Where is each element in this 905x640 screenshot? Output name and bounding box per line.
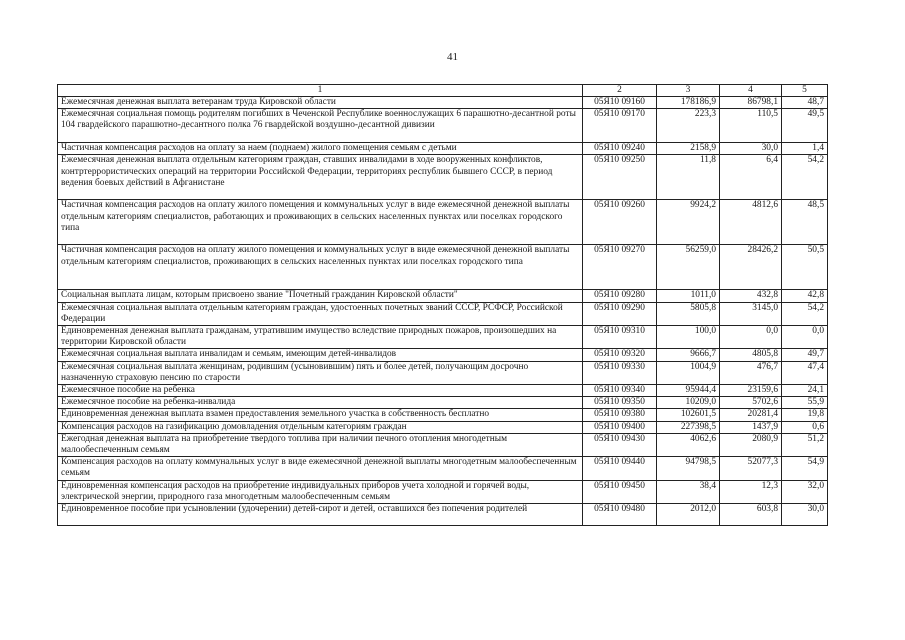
budget-code: 05Я10 09340: [583, 385, 657, 397]
table-row: [58, 290, 828, 302]
value-plan: 11,8: [657, 155, 720, 200]
value-percent: 54,2: [782, 155, 828, 200]
budget-code: 05Я10 09350: [583, 397, 657, 409]
row-description: Ежемесячное пособие на ребенка: [58, 385, 583, 397]
row-description: Единовременное пособие при усыновлении (удочерении) детей-сирот и детей, оставшихся без попечения родителей: [58, 504, 583, 526]
value-percent: 50,5: [782, 245, 828, 290]
table-row: [58, 143, 828, 155]
value-executed: 3145,0: [720, 302, 782, 325]
value-plan: 227398,5: [657, 421, 720, 433]
row-description: Компенсация расходов на оплату коммунальных услуг в виде ежемесячной денежной выплаты многодетным малообеспеченным семьям: [58, 457, 583, 480]
row-description: Единовременная денежная выплата гражданам, утратившим имущество вследствие природных пожаров, произошедших на территории Кировской области: [58, 326, 583, 349]
value-percent: 54,2: [782, 302, 828, 325]
value-executed: 23159,6: [720, 385, 782, 397]
value-percent: 19,8: [782, 409, 828, 421]
value-executed: 4805,8: [720, 349, 782, 361]
table-row: [58, 200, 828, 245]
row-description: Ежегодная денежная выплата на приобретение твердого топлива при наличии печного отопления многодетным малообеспеченным семьям: [58, 433, 583, 456]
value-executed: 432,8: [720, 290, 782, 302]
value-executed: 110,5: [720, 109, 782, 143]
budget-code: 05Я10 09280: [583, 290, 657, 302]
budget-code: 05Я10 09380: [583, 409, 657, 421]
value-executed: 2080,9: [720, 433, 782, 456]
value-plan: 102601,5: [657, 409, 720, 421]
value-executed: 1437,9: [720, 421, 782, 433]
table-row: [58, 97, 828, 109]
value-executed: 4812,6: [720, 200, 782, 245]
table-row: [58, 433, 828, 456]
value-executed: 5702,6: [720, 397, 782, 409]
row-description: Социальная выплата лицам, которым присвоено звание "Почетный гражданин Кировской области": [58, 290, 583, 302]
budget-code: 05Я10 09430: [583, 433, 657, 456]
value-plan: 56259,0: [657, 245, 720, 290]
budget-code: 05Я10 09260: [583, 200, 657, 245]
value-percent: 0,6: [782, 421, 828, 433]
value-executed: 86798,1: [720, 97, 782, 109]
value-executed: 28426,2: [720, 245, 782, 290]
table-row: [58, 155, 828, 200]
budget-code: 05Я10 09440: [583, 457, 657, 480]
table-header-row: [58, 85, 828, 97]
row-description: Ежемесячная социальная выплата женщинам, родившим (усыновившим) пять и более детей, получающим досрочно назначенную страховую пенсию по старости: [58, 361, 583, 384]
value-executed: 52077,3: [720, 457, 782, 480]
budget-table: [57, 84, 828, 526]
table-row: [58, 361, 828, 384]
row-description: Компенсация расходов на газификацию домовладения отдельным категориям граждан: [58, 421, 583, 433]
value-plan: 5805,8: [657, 302, 720, 325]
table-row: [58, 326, 828, 349]
value-percent: 0,0: [782, 326, 828, 349]
row-description: Единовременная денежная выплата взамен предоставления земельного участка в собственность бесплатно: [58, 409, 583, 421]
value-plan: 2158,9: [657, 143, 720, 155]
value-plan: 178186,9: [657, 97, 720, 109]
column-header: 3: [657, 85, 720, 97]
row-description: Ежемесячная социальная помощь родителям погибших в Чеченской Республике военнослужащих 6 парашютно-десантной роты 104 гвардейского парашютно-десантного полка 76 гвардейской воздушно-десантной дивизии: [58, 109, 583, 143]
row-description: Ежемесячная денежная выплата ветеранам труда Кировской области: [58, 97, 583, 109]
value-executed: 603,8: [720, 504, 782, 526]
budget-code: 05Я10 09270: [583, 245, 657, 290]
value-plan: 1004,9: [657, 361, 720, 384]
budget-code: 05Я10 09480: [583, 504, 657, 526]
row-description: Ежемесячное пособие на ребенка-инвалида: [58, 397, 583, 409]
row-description: Ежемесячная денежная выплата отдельным категориям граждан, ставших инвалидами в ходе вооруженных конфликтов, контртеррористических операций на территории Российской Федерации, территориях республик бывшего СССР, в период ведения боевых действий в Афганистане: [58, 155, 583, 200]
value-plan: 1011,0: [657, 290, 720, 302]
value-percent: 32,0: [782, 480, 828, 503]
value-plan: 4062,6: [657, 433, 720, 456]
table-row: [58, 409, 828, 421]
value-executed: 12,3: [720, 480, 782, 503]
row-description: Частичная компенсация расходов на оплату жилого помещения и коммунальных услуг в виде ежемесячной денежной выплаты отдельным категориям специалистов, проживающих в сельских населенных пунктах или поселках городского типа: [58, 245, 583, 290]
column-header: 4: [720, 85, 782, 97]
value-executed: 6,4: [720, 155, 782, 200]
value-percent: 48,7: [782, 97, 828, 109]
budget-code: 05Я10 09330: [583, 361, 657, 384]
value-executed: 0,0: [720, 326, 782, 349]
budget-code: 05Я10 09170: [583, 109, 657, 143]
value-plan: 94798,5: [657, 457, 720, 480]
table-row: [58, 109, 828, 143]
table-row: [58, 480, 828, 503]
value-percent: 30,0: [782, 504, 828, 526]
value-plan: 2012,0: [657, 504, 720, 526]
row-description: Частичная компенсация расходов на оплату жилого помещения и коммунальных услуг в виде ежемесячной денежной выплаты отдельным категориям специалистов, работающих и проживающих в сельских населенных пунктах или поселках городского типа: [58, 200, 583, 245]
budget-code: 05Я10 09450: [583, 480, 657, 503]
column-header: 5: [782, 85, 828, 97]
row-description: Ежемесячная социальная выплата отдельным категориям граждан, удостоенных почетных званий СССР, РСФСР, Российской Федерации: [58, 302, 583, 325]
value-plan: 9924,2: [657, 200, 720, 245]
value-percent: 51,2: [782, 433, 828, 456]
table-body: [58, 97, 828, 526]
column-header: 1: [58, 85, 583, 97]
table-row: [58, 421, 828, 433]
value-percent: 42,8: [782, 290, 828, 302]
value-percent: 54,9: [782, 457, 828, 480]
budget-code: 05Я10 09290: [583, 302, 657, 325]
table-row: [58, 245, 828, 290]
value-executed: 476,7: [720, 361, 782, 384]
value-executed: 20281,4: [720, 409, 782, 421]
value-percent: 55,9: [782, 397, 828, 409]
table-row: [58, 397, 828, 409]
table-row: [58, 504, 828, 526]
table-row: [58, 457, 828, 480]
row-description: Ежемесячная социальная выплата инвалидам и семьям, имеющим детей-инвалидов: [58, 349, 583, 361]
value-executed: 30,0: [720, 143, 782, 155]
budget-code: 05Я10 09310: [583, 326, 657, 349]
value-plan: 10209,0: [657, 397, 720, 409]
table-row: [58, 349, 828, 361]
budget-code: 05Я10 09160: [583, 97, 657, 109]
value-percent: 48,5: [782, 200, 828, 245]
budget-code: 05Я10 09400: [583, 421, 657, 433]
value-plan: 38,4: [657, 480, 720, 503]
value-percent: 1,4: [782, 143, 828, 155]
table-row: [58, 385, 828, 397]
value-percent: 49,7: [782, 349, 828, 361]
budget-code: 05Я10 09250: [583, 155, 657, 200]
row-description: Частичная компенсация расходов на оплату за наем (поднаем) жилого помещения семьям с детьми: [58, 143, 583, 155]
page-number: 41: [447, 51, 458, 63]
value-plan: 95944,4: [657, 385, 720, 397]
value-plan: 100,0: [657, 326, 720, 349]
value-plan: 223,3: [657, 109, 720, 143]
value-percent: 47,4: [782, 361, 828, 384]
column-header: 2: [583, 85, 657, 97]
row-description: Единовременная компенсация расходов на приобретение индивидуальных приборов учета холодной и горячей воды, электрической энергии, природного газа многодетным малообеспеченным семьям: [58, 480, 583, 503]
table-row: [58, 302, 828, 325]
budget-code: 05Я10 09320: [583, 349, 657, 361]
value-plan: 9666,7: [657, 349, 720, 361]
value-percent: 49,5: [782, 109, 828, 143]
budget-code: 05Я10 09240: [583, 143, 657, 155]
value-percent: 24,1: [782, 385, 828, 397]
